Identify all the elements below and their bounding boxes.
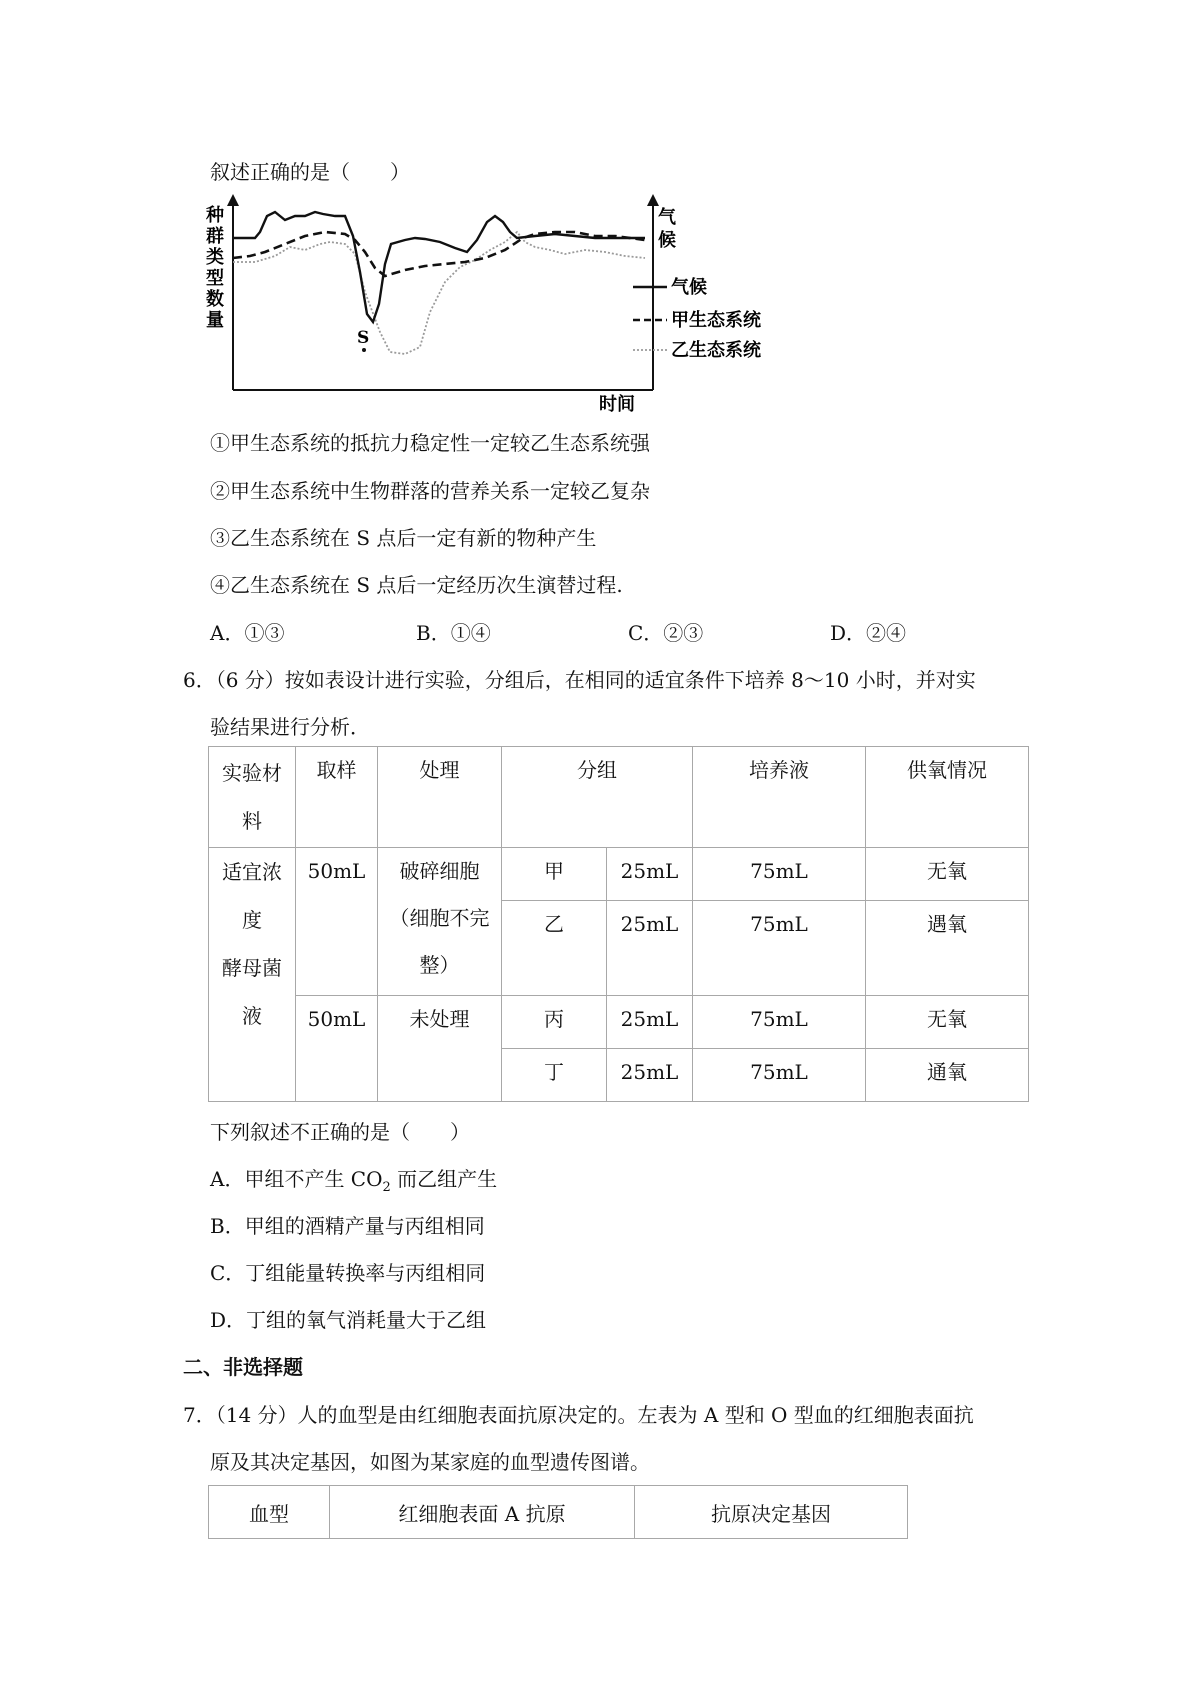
q6-option-d: D．丁组的氧气消耗量大于乙组 — [210, 1308, 487, 1332]
co2-subscript: 2 — [382, 1180, 391, 1195]
cell-sample-1: 50mL — [296, 848, 378, 996]
legend-yi-label: 乙生态系统 — [671, 340, 761, 361]
cell-oxygen: 遇氧 — [866, 901, 1029, 996]
statement-2: ②甲生态系统中生物群落的营养关系一定较乙复杂 — [210, 479, 650, 503]
q6-option-b: B．甲组的酒精产量与丙组相同 — [210, 1214, 485, 1238]
legend-climate-label: 气候 — [671, 277, 707, 298]
y-axis-label-char: 群 — [206, 226, 224, 247]
material-line: 酵母菌 — [222, 956, 282, 980]
cell-medium: 75mL — [693, 901, 866, 996]
cell-group: 乙 — [502, 901, 607, 996]
header-group: 分组 — [502, 747, 693, 848]
cell-treatment-1 — [378, 848, 502, 996]
treatment-line: 破碎细胞 — [399, 859, 480, 883]
option-a-text-end: 而乙组产生 — [390, 1167, 498, 1191]
header-antigen-gene: 抗原决定基因 — [635, 1486, 908, 1539]
q6-question: 下列叙述不正确的是（ ） — [210, 1120, 470, 1144]
y-axis-label-char: 种 — [206, 205, 224, 226]
statement-3: ③乙生态系统在 S 点后一定有新的物种产生 — [210, 526, 597, 550]
material-line: 度 — [242, 908, 262, 932]
header-sample: 取样 — [296, 747, 378, 848]
cell-medium: 75mL — [693, 1049, 866, 1102]
y-axis-label-char: 数 — [206, 289, 224, 310]
cell-oxygen: 无氧 — [866, 848, 1029, 901]
y-axis-label-char: 类 — [206, 247, 224, 268]
y-axis-right-arrow — [647, 194, 659, 206]
curve-yi-ecosystem — [233, 232, 645, 354]
curve-jia-ecosystem — [233, 232, 645, 276]
q6-option-a — [210, 1165, 497, 1202]
curve-climate — [233, 212, 645, 322]
cell-volume: 25mL — [607, 848, 693, 901]
y-axis-label-char: 量 — [206, 310, 224, 331]
q6-option-c: C．丁组能量转换率与丙组相同 — [210, 1261, 486, 1285]
statement-4: ④乙生态系统在 S 点后一定经历次生演替过程. — [210, 573, 623, 597]
cell-treatment-2: 未处理 — [378, 996, 502, 1102]
cell-volume: 25mL — [607, 1049, 693, 1102]
ecosystem-figure — [205, 192, 865, 422]
cell-material — [209, 848, 296, 1102]
cell-medium: 75mL — [693, 996, 866, 1049]
option-b: B．①④ — [416, 621, 491, 645]
treatment-line: 整） — [419, 953, 460, 977]
q7-stem-line1: 7．（14 分）人的血型是由红细胞表面抗原决定的。左表为 A 型和 O 型血的红细胞表面抗 — [183, 1403, 974, 1427]
header-material: 实验材料 — [209, 747, 296, 848]
point-s-marker — [362, 348, 366, 352]
option-a: A．①③ — [210, 621, 285, 645]
q7-stem-line2: 原及其决定基因，如图为某家庭的血型遗传图谱。 — [210, 1450, 650, 1474]
section-heading: 二、非选择题 — [183, 1355, 303, 1379]
cell-medium: 75mL — [693, 848, 866, 901]
experiment-table — [208, 746, 1029, 1102]
legend-jia-label: 甲生态系统 — [671, 310, 761, 331]
blood-type-table — [208, 1485, 908, 1539]
y-axis-label-char: 型 — [206, 268, 224, 289]
cell-group: 甲 — [502, 848, 607, 901]
header-blood-type: 血型 — [209, 1486, 330, 1539]
q6-stem-line2: 验结果进行分析． — [210, 715, 370, 739]
point-s-label: S — [357, 328, 370, 348]
header-oxygen: 供氧情况 — [866, 747, 1029, 848]
y2-axis-label-char: 气 — [658, 207, 676, 228]
cell-group: 丙 — [502, 996, 607, 1049]
header-medium: 培养液 — [693, 747, 866, 848]
treatment-line: （细胞不完 — [389, 906, 490, 930]
cell-group: 丁 — [502, 1049, 607, 1102]
x-axis-label: 时间 — [599, 394, 635, 415]
option-a-text: A．甲组不产生 CO — [210, 1167, 383, 1191]
material-line: 适宜浓 — [222, 860, 282, 884]
cell-volume: 25mL — [607, 901, 693, 996]
cell-oxygen: 通氧 — [866, 1049, 1029, 1102]
y2-axis-label-char: 候 — [658, 230, 676, 251]
y-axis-left-arrow — [227, 194, 239, 206]
cell-oxygen: 无氧 — [866, 996, 1029, 1049]
cell-volume: 25mL — [607, 996, 693, 1049]
cell-sample-2: 50mL — [296, 996, 378, 1102]
q6-stem-line1: 6．（6 分）按如表设计进行实验，分组后，在相同的适宜条件下培养 8～10 小时，并对实 — [183, 668, 976, 692]
question-stem-tail: 叙述正确的是（ ） — [210, 160, 410, 184]
statement-1: ①甲生态系统的抵抗力稳定性一定较乙生态系统强 — [210, 431, 650, 455]
material-line: 液 — [242, 1004, 262, 1028]
option-d: D．②④ — [830, 621, 907, 645]
header-a-antigen: 红细胞表面 A 抗原 — [330, 1486, 635, 1539]
option-c: C．②③ — [628, 621, 704, 645]
header-treatment: 处理 — [378, 747, 502, 848]
